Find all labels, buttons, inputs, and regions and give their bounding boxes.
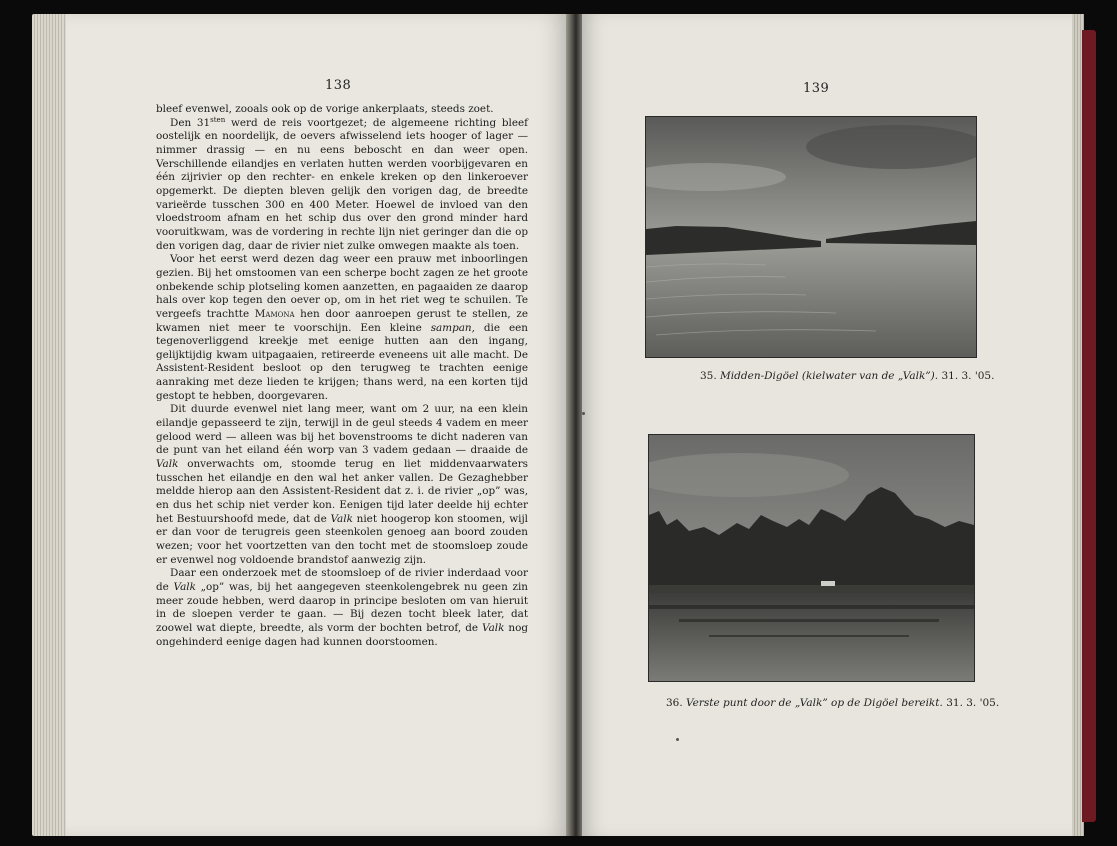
figure-date: 31. 3. '05. <box>946 697 1000 709</box>
paragraph-text: Daar een onderzoek met de stoomsloep of de rivier inderdaad voor de <box>156 567 528 593</box>
paragraph-text: die een tegenoverliggend kreekje met eenige hutten aan den ingang, gelijktijdig kwam uitpagaaien, retireerde eveneens uit alle macht. De Assistent-Resident besloot op den terugweg te trachten eenige aanraking met deze lieden te krijgen; thans werd, na een korten tijd gestopt te hebben, doorgevaren. <box>156 321 528 402</box>
paragraph-text: Den 31 <box>170 116 211 129</box>
paragraph-text: bleef evenwel, zooals ook op de vorige ankerplaats, steeds zoet. <box>156 103 494 115</box>
ship-name-italic: Valk <box>156 458 179 471</box>
paragraph-text: nog ongehinderd eenige dagen had kunnen doorstoomen. <box>156 621 528 648</box>
photo-river-end-point <box>648 434 975 682</box>
paragraph-3 <box>156 253 528 403</box>
paragraph-text: onverwachts om, stoomde terug en liet middenvaarwaters tusschen het eilandje en den wal het anker vallen. De Gezaghebber meldde hierop aan den Assistent-Resident dat z. i. de rivier „op” was, en dus het schip niet verder kon. Eenigen tijd later deelde hij echter het Bestuurshoofd mede, dat de <box>156 458 528 525</box>
figure-caption: Verste punt door de „Valk” op de Digöel bereikt. <box>686 697 943 709</box>
superscript: sten <box>210 115 226 124</box>
paragraph-4 <box>156 403 528 567</box>
paper-spot <box>582 412 585 415</box>
italic-term: sampan, <box>430 321 475 334</box>
paragraph-5 <box>156 567 528 649</box>
page-number-left: 138 <box>325 78 352 93</box>
paragraph-text: werd de reis voortgezet; de algemeene richting bleef oostelijk en noordelijk, de oevers afwisselend iets hooger of lager — nimmer drassig — en nu eens beboscht en dan weer open. Verschillende eilandjes en verlaten hutten werden voorbijgevaren en één zijrivier op den rechter- en enkele kreken op den linkeroever opgemerkt. De diepten bleven gelijk den vorigen dag, de breedte varieërde tusschen 300 en 400 Meter. Hoewel de invloed van den vloedstroom afnam en het schip dus over den grond minder hard vooruitkwam, was de vordering in rechte lijn niet geringer dan die op den vorigen dag, daar de rivier niet zulke omwegen maakte als toen. <box>156 116 528 252</box>
paper-spot <box>676 738 679 741</box>
ship-name-italic: Valk <box>482 621 505 634</box>
figure-date: 31. 3. '05. <box>941 370 995 382</box>
body-text <box>156 103 528 649</box>
figure-number: 36. <box>666 697 683 709</box>
paragraph-text: niet hoogerop kon stoomen, wijl er dan voor de terugreis geen steenkolen genoeg aan boord zouden wezen; voor het voortzetten van den tocht met de stoomsloep zoude er evenwel nog voldoende brandstof aanwezig zijn. <box>156 512 528 566</box>
paragraph-text: Dit duurde evenwel niet lang meer, want om 2 uur, na een klein eilandje gepasseerd te zijn, terwijl in de geul steeds 4 vadem en meer gelood werd — alleen was bij het bovenstrooms te dicht naderen van de punt van het eiland één worp van 3 vadem gedaan — draaide de <box>156 403 528 457</box>
ship-name-italic: Valk <box>330 512 353 525</box>
paragraph-2 <box>156 117 528 254</box>
ship-name-italic: Valk <box>173 580 196 593</box>
paragraph-text: Voor het eerst werd dezen dag weer een prauw met inboorlingen gezien. Bij het omstoomen van een scherpe bocht zagen ze het groote onbekende schip plotseling komen aanzetten, en pagaaiden ze daarop hals over kop tegen den oever op, om in het riet weg te schuilen. Te vergeefs trachtte <box>156 253 528 320</box>
paragraph-text: „op” was, bij het aangegeven steenkolengebrek nu geen zin meer zoude hebben, werd daarop in principe besloten om van hieruit in de sloepen verder te gaan. — Bij dezen tocht bleek later, dat zoowel wat diepte, breedte, als vorm der bochten betrof, de <box>156 580 528 634</box>
caption-figure-36 <box>666 697 999 709</box>
photo-river-wake <box>645 116 977 358</box>
river-wake-image <box>646 117 976 357</box>
river-end-point-image <box>649 435 974 681</box>
figure-number: 35. <box>700 370 717 382</box>
page-number-right: 139 <box>803 81 830 96</box>
book-cover-edge <box>1082 30 1096 822</box>
paragraph-1 <box>156 103 528 117</box>
figure-caption: Midden-Digöel (kielwater van de „Valk”). <box>720 370 939 382</box>
ship-name-smallcaps: Mamona <box>254 307 295 320</box>
caption-figure-35 <box>700 370 994 382</box>
paragraph-text: hen door aanroepen gerust te stellen, ze kwamen niet meer te voorschijn. Een kleine <box>156 307 528 334</box>
